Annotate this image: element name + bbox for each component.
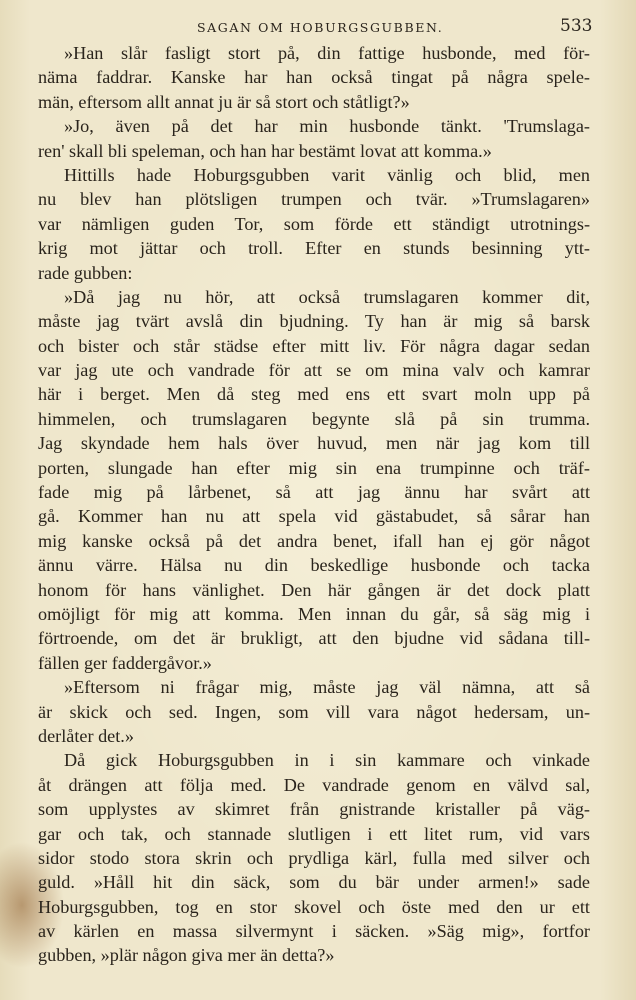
text-line: måste jag tvärt avslå din bjudning. Ty han är mig så barsk [38,311,590,332]
running-header [0,14,636,38]
page-number: 533 [560,16,593,36]
text-line: »Då jag nu hör, att också trumslagaren kommer dit, [64,286,590,307]
text-line: ännu värre. Hälsa nu din beskedlige husbonde och tacka [38,555,590,576]
text-line: här i berget. Men då steg med ens ett svart moln upp på [38,384,590,405]
text-line: gå. Kommer han nu att spela vid gästabudet, så sårar han [38,506,590,527]
text-line: omöjligt för mig att komma. Men innan du går, så säg mig i [38,603,590,624]
text-line: derlåter det.» [38,725,134,746]
body-text [38,41,590,968]
text-line: näma faddrar. Kanske har han också tingat på några spele- [38,67,590,88]
running-title: SAGAN OM HOBURGSGUBBEN. [197,20,444,35]
text-line: fade mig på lårbenet, så att jag ännu har svårt att [38,482,590,503]
text-line: fällen ger faddergåvor.» [38,652,212,673]
text-line: »Jo, även på det har min husbonde tänkt. 'Trumslaga- [64,116,590,137]
text-line: Då gick Hoburgsgubben in i sin kammare och vinkade [64,750,590,771]
text-line: gubben, »plär någon giva mer än detta?» [38,945,335,966]
text-line: gar och tak, och stannade slutligen i ett litet rum, vid vars [38,823,590,844]
text-line: porten, slungade han efter mig sin ena trumpinne och träf- [38,457,590,478]
text-line: sidor stodo stora skrin och prydliga kärl, fulla med silver och [38,847,590,868]
text-line: åt drängen att följa med. De vandrade genom en välvd sal, [38,774,590,795]
text-line: nu blev han plötsligen trumpen och tvär. »Trumslagaren» [38,189,590,210]
text-line: mig kanske också på det andra benet, ifall han ej gör något [38,530,590,551]
text-line: Hittills hade Hoburgsgubben varit vänlig och blid, men [64,164,590,185]
text-line: Jag skyndade hem hals över huvud, men när jag kom till [38,433,590,454]
text-line: guld. »Håll hit din säck, som du bär under armen!» sade [38,872,590,893]
text-line: ren' skall bli speleman, och han har bestämt lovat att komma.» [38,140,492,161]
text-line: var nämligen guden Tor, som förde ett ständigt utrotnings- [38,213,590,234]
text-line: och bister och står städse efter mitt liv. För några dagar sedan [38,335,590,356]
text-line: himmelen, och trumslagaren begynte slå på sin trumma. [38,408,590,429]
text-line: »Han slår fasligt stort på, din fattige husbonde, med för- [64,43,590,63]
text-line: »Eftersom ni frågar mig, måste jag väl nämna, att så [64,677,590,698]
text-line: krig mot jättar och troll. Efter en stunds besinning ytt- [38,238,590,259]
text-line: förtroende, om det är brukligt, att den bjudne vid sådana till- [38,628,590,649]
text-line: är skick och sed. Ingen, som vill vara något hedersam, un- [38,701,590,722]
text-line: honom för hans vänlighet. Den här gången är det dock platt [38,579,590,600]
text-line: Hoburgsgubben, tog en stor skovel och öste med den ur ett [38,896,590,917]
text-line: av kärlen en massa silvermynt i säcken. »Säg mig», fortfor [38,921,590,942]
text-line: var jag ute och vandrade för att se om mina valv och kamrar [38,360,590,381]
text-line: som upplystes av skimret från gnistrande kristaller på väg- [38,799,590,820]
text-line: män, eftersom allt annat ju är så stort och ståtligt?» [38,91,410,112]
text-line: rade gubben: [38,262,133,283]
